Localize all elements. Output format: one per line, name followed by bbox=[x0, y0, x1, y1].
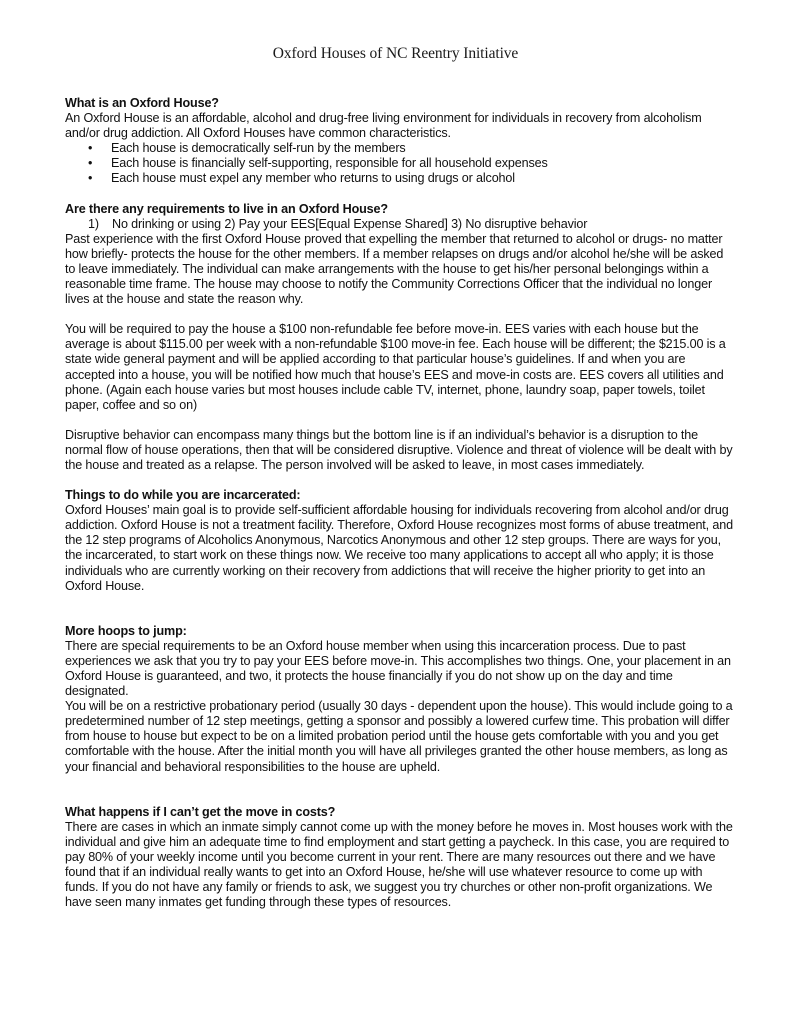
paragraph: An Oxford House is an affordable, alcohol and drug-free living environment for individuals in recovery from alcoholism and/or drug addiction. All Oxford Houses have common characteristics. bbox=[65, 111, 702, 141]
paragraph: You will be required to pay the house a $100 non-refundable fee before move-in. EES varies with each house but the average is about $115.00 per week with a non-refundable $100 move-in fee. Each house will be different; the $215.00 is a state wide general payment and will be applied according to that particular house’s guidelines. If and when you are accepted into a house, you will be notified how much that house’s EES and move-in costs are. EES covers all utilities and phone. (Again each house varies but most houses include cable TV, internet, phone, laundry soap, paper towels, toilet paper, coffee and so on) bbox=[65, 322, 726, 412]
document-body bbox=[65, 96, 735, 910]
section-heading: What happens if I can’t get the move in costs? bbox=[65, 804, 336, 819]
section-heading: What is an Oxford House? bbox=[65, 96, 219, 110]
spacer bbox=[65, 413, 735, 428]
paragraph: Past experience with the first Oxford House proved that expelling the member that returned to alcohol or drugs- no matter how briefly- protects the house for the other members. If a member relapses on drugs and/or alcohol he/she will be asked to leave immediately. The individual can make arrangements with the house to get his/her personal belongings within a reasonable time frame. The house may choose to notify the Community Corrections Officer that the individual no longer lives at the house and state the reason why. bbox=[65, 231, 724, 307]
paragraph: There are special requirements to be an Oxford house member when using this incarceration process. Due to past experiences we ask that you try to pay your EES before move-in. This accomplishes two things. One, your placement in an Oxford House is guaranteed, and two, it protects the house financially if you do not show up on the day and time designated. bbox=[65, 638, 731, 699]
section-what-is-oxford-house bbox=[65, 96, 735, 187]
characteristics-list bbox=[65, 141, 735, 186]
requirements-text: No drinking or using 2) Pay your EES[Equal Expense Shared] 3) No disruptive behavior bbox=[112, 216, 588, 231]
requirements-line bbox=[65, 217, 735, 232]
paragraph: Oxford Houses’ main goal is to provide self-sufficient affordable housing for individuals recovering from alcohol and/or drug addiction. Oxford House is not a treatment facility. Therefore, Oxford House recognizes most forms of abuse treatment, and the 12 step programs of Alcoholics Anonymous, Narcotics Anonymous and other 12 step groups. There are ways for you, the incarcerated, to start work on these things now. We receive too many applications to accept all who apply; it is those individuals who are currently working on their recovery from addictions that will receive the higher priority to get into an Oxford House. bbox=[65, 503, 733, 593]
document-title: Oxford Houses of NC Reentry Initiative bbox=[272, 45, 519, 62]
list-item-text: Each house is financially self-supporting, responsible for all household expenses bbox=[111, 156, 548, 171]
section-heading: Are there any requirements to live in an Oxford House? bbox=[65, 201, 388, 216]
spacer bbox=[65, 187, 735, 202]
bullet-icon: • bbox=[88, 156, 93, 171]
spacer bbox=[65, 594, 735, 624]
list-item bbox=[65, 171, 735, 186]
spacer bbox=[65, 307, 735, 322]
list-item bbox=[65, 141, 735, 156]
list-item-text: Each house is democratically self-run by the members bbox=[111, 141, 406, 156]
section-move-in-costs bbox=[65, 805, 735, 911]
paragraph: You will be on a restrictive probationary period (usually 30 days - dependent upon the house). This would include going to a predetermined number of 12 step meetings, getting a sponsor and possibly a lowered curfew time. This probation will differ from house to house but expect to be on a limited probation period until the house gets comfortable with you and you get comfortable with the house. After the initial month you will have all privileges granted the other house members, as long as your financial and behavioral responsibilities to the house are upheld. bbox=[65, 699, 733, 774]
list-item bbox=[65, 156, 735, 171]
section-requirements bbox=[65, 202, 735, 474]
bullet-icon: • bbox=[88, 141, 93, 156]
section-heading: More hoops to jump: bbox=[65, 623, 187, 638]
paragraph: There are cases in which an inmate simply cannot come up with the money before he moves in. Most houses work with the individual and give him an adequate time to find employment and start getting a paycheck. In this case, you are required to pay 80% of your weekly income until you become current in your rent. There are many resources out there and we have found that if an individual really wants to get into an Oxford House, he/she will use whatever resource to come up with funds. If you do not have any family or friends to ask, we suggest you try churches or other non-profit organizations. We have seen many inmates get funding through these types of resources. bbox=[65, 819, 733, 910]
requirements-number: 1) bbox=[88, 216, 99, 231]
section-more-hoops bbox=[65, 624, 735, 775]
spacer bbox=[65, 775, 735, 805]
bullet-icon: • bbox=[88, 171, 93, 186]
spacer bbox=[65, 473, 735, 488]
list-item-text: Each house must expel any member who returns to using drugs or alcohol bbox=[111, 171, 515, 186]
section-heading: Things to do while you are incarcerated: bbox=[65, 488, 301, 503]
paragraph: Disruptive behavior can encompass many things but the bottom line is if an individual’s behavior is a disruption to the normal flow of house operations, then that will be considered disruptive. Violence and threat of violence will be dealt with by the house and treated as a relapse. The person involved will be asked to leave, in most cases immediately. bbox=[65, 427, 733, 472]
section-while-incarcerated bbox=[65, 488, 735, 594]
